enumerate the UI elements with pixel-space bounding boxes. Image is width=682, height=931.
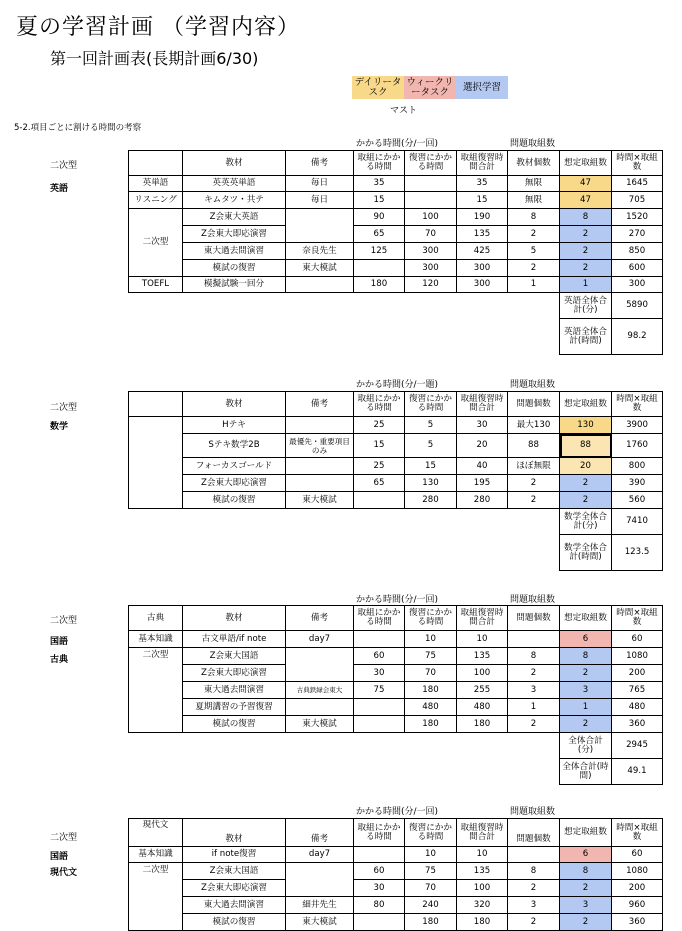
time-group-header: かかる時間(分/一回): [356, 807, 439, 817]
table-row: 二次型 Z会東大国語 60 75 135 8 8 1080: [129, 648, 663, 665]
count-group-header: 問題取組数: [510, 807, 556, 817]
table-row: 東大過去問演習 古典鉄緑会東大 75 180 255 3 3 765: [129, 682, 663, 699]
table-row: Z会東大即応演習 65 70 135 2 2 270: [129, 226, 663, 243]
subject-label-koten: 古典: [50, 655, 69, 665]
col-gokei: 取組復習時間合計: [457, 151, 508, 176]
col-biko: 備考: [286, 151, 354, 176]
col-kyozai: 教材: [183, 151, 286, 176]
table-row: 英単語 英英英単語 毎日 35 35 無限 47 1645: [129, 176, 663, 192]
table-row: 東大過去問演習 細井先生 80 240 320 3 3 960: [129, 897, 663, 914]
time-group-header: かかる時間(分/一回): [356, 595, 439, 605]
section-type-label: 二次型: [50, 161, 78, 171]
section-type-label: 二次型: [50, 403, 78, 413]
table-row: 東大過去問演習 奈良先生 125 300 425 5 2 850: [129, 243, 663, 260]
legend-master: マスト: [390, 106, 418, 116]
table-header-row: 現代文 教材 備考 取組にかかる時間 復習にかかる時間 取組復習時間合計 問題個数 想定取組数 時間×取組数: [129, 819, 663, 847]
col-jikan: 時間×取組数: [612, 151, 663, 176]
time-group-header: かかる時間(分/一回): [356, 139, 439, 149]
subject-label-english: 英語: [50, 184, 69, 194]
sum-min-value: 5890: [612, 293, 663, 319]
summary-row: 全体合計(時間) 49.1: [129, 759, 663, 785]
col-sotei: 想定取組数: [560, 151, 612, 176]
gendai-table: [128, 818, 663, 931]
table-row: 模試の復習 東大模試 180 180 2 2 360: [129, 716, 663, 733]
legend-daily: デイリータスク: [352, 76, 404, 99]
table-header-row: [129, 151, 663, 176]
sum-min-label: 英語全体合計(分): [560, 293, 612, 319]
count-group-header: 問題取組数: [510, 139, 556, 149]
section-type-label: 二次型: [50, 833, 78, 843]
table-header-row: 古典 教材 備考 取組にかかる時間 復習にかかる時間 取組復習時間合計 問題個数 想定取組数 時間×取組数: [129, 606, 663, 631]
legend-optional: 選択学習: [456, 76, 508, 99]
table-row: Sテキ数学2B 最優先・重要項目のみ 15 5 20 88 88 1760: [129, 434, 663, 458]
subject-label-kokugo: 国語: [50, 852, 69, 862]
count-group-header: 問題取組数: [510, 380, 556, 390]
sum-hr-label: 英語全体合計(時間): [560, 319, 612, 355]
page-subtitle: 第一回計画表(長期計画6/30): [50, 49, 259, 68]
table-row: Hテキ 25 5 30 最大130 130 3900: [129, 417, 663, 434]
table-row: 模試の復習 東大模試 280 280 2 2 560: [129, 492, 663, 509]
table-row: リスニング キムタツ・共テ 毎日 15 15 無限 47 705: [129, 192, 663, 209]
summary-row: 全体合計(分) 2945: [129, 733, 663, 759]
table-row: 基本知識 古文単語/if note day7 10 10 6 60: [129, 631, 663, 648]
summary-row: [129, 319, 663, 355]
table-row: 夏期講習の予習復習 480 480 1 1 480: [129, 699, 663, 716]
col-kyozai-kosu: 教材個数: [508, 151, 560, 176]
summary-row: [129, 293, 663, 319]
subject-label-kokugo: 国語: [50, 637, 69, 647]
table-header-row: 教材 備考 取組にかかる時間 復習にかかる時間 取組復習時間合計 問題個数 想定取組数 時間×取組数: [129, 392, 663, 417]
sum-hr-value: 98.2: [612, 319, 663, 355]
subject-label-math: 数学: [50, 422, 69, 432]
section-type-label: 二次型: [50, 616, 78, 626]
table-row: Z会東大即応演習 30 70 100 2 2 200: [129, 665, 663, 682]
math-table: [128, 391, 663, 571]
section-note: 5-2.項目ごとに割ける時間の考察: [14, 123, 142, 133]
count-group-header: 問題取組数: [510, 595, 556, 605]
table-row: 模試の復習 東大模試 180 180 2 2 360: [129, 914, 663, 931]
summary-row: 数学全体合計(時間) 123.5: [129, 535, 663, 571]
legend-weekly: ウィークリータスク: [404, 76, 456, 99]
table-row: 基本知識 if note復習 day7 10 10 6 60: [129, 847, 663, 863]
col-fukushu: 復習にかかる時間: [405, 151, 457, 176]
english-table: [128, 150, 663, 355]
table-row: フォーカスゴールド 25 15 40 ほぼ無限 20 800: [129, 458, 663, 475]
subject-label-gendai: 現代文: [50, 868, 78, 878]
table-row: 二次型 Z会東大国語 60 75 135 8 8 1080: [129, 863, 663, 880]
table-row: Z会東大即応演習 30 70 100 2 2 200: [129, 880, 663, 897]
page-title: 夏の学習計画 （学習内容）: [16, 15, 300, 40]
summary-row: 数学全体合計(分) 7410: [129, 509, 663, 535]
kobun-table: [128, 605, 663, 785]
table-row: 模試の復習 東大模試 300 300 2 2 600: [129, 260, 663, 277]
col-torikumi: 取組にかかる時間: [354, 151, 405, 176]
table-row: TOEFL 模擬試験一回分 180 120 300 1 1 300: [129, 277, 663, 293]
table-row: 二次型 Z会東大英語 90 100 190 8 8 1520: [129, 209, 663, 226]
table-row: Z会東大即応演習 65 130 195 2 2 390: [129, 475, 663, 492]
time-group-header: かかる時間(分/一題): [356, 380, 439, 390]
